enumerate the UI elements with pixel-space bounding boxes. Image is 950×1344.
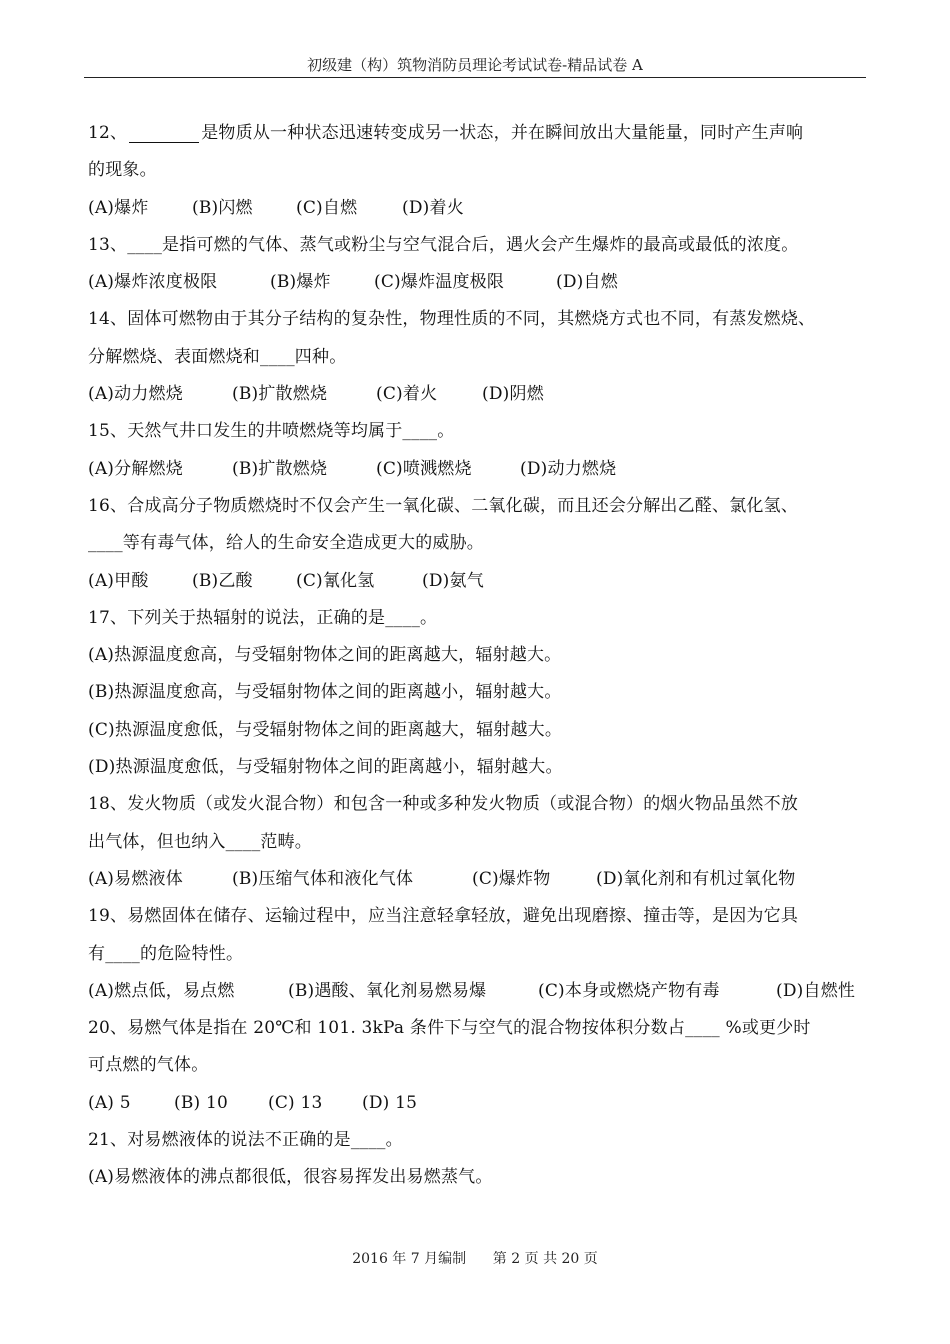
option-b: (B)爆炸 [270,272,331,293]
option-b: (B)压缩气体和液化气体 [232,868,414,889]
option-c: (C)爆炸物 [472,868,551,889]
option-d: (D)氨气 [422,570,484,591]
option-c: (C)自燃 [296,197,358,218]
option-b: (B)扩散燃烧 [232,384,328,405]
option-b: (B)乙酸 [192,570,253,591]
question-18: 18、发火物质（或发火混合物）和包含一种或多种发火物质（或混合物）的烟火物品虽然不放 [88,794,799,815]
answer-blank [129,124,199,143]
option-a: (A)易燃液体 [88,868,183,889]
option-c: (C)热源温度愈低，与受辐射物体之间的距离越大，辐射越大。 [88,719,563,740]
option-d: (D)着火 [402,197,464,218]
question-20-continued: 可点燃的气体。 [88,1055,209,1076]
option-a: (A)热源温度愈高，与受辐射物体之间的距离越大，辐射越大。 [88,645,562,666]
option-b: (B) 10 [174,1092,228,1113]
question-14: 14、固体可燃物由于其分子结构的复杂性，物理性质的不同，其燃烧方式也不同，有蒸发燃烧、 [88,309,816,330]
option-c: (C)本身或燃烧产物有毒 [538,980,720,1001]
option-a: (A)爆炸 [88,197,149,218]
option-d: (D)动力燃烧 [520,458,617,479]
option-b: (B)闪燃 [192,197,253,218]
question-12: 12、 是物质从一种状态迅速转变成另一状态，并在瞬间放出大量能量，同时产生声响 [88,123,804,143]
option-b: (B)扩散燃烧 [232,458,328,479]
option-a: (A)爆炸浓度极限 [88,272,218,293]
option-c: (C)爆炸温度极限 [374,272,505,293]
option-b: (B)遇酸、氧化剂易燃易爆 [288,980,487,1001]
question-14-options [88,376,868,413]
question-12-continued: 的现象。 [88,160,157,181]
question-16-options [88,563,868,600]
option-c: (C)氰化氢 [296,570,375,591]
question-13-options [88,264,868,301]
option-d: (D)自燃 [556,272,618,293]
option-c: (C)着火 [376,384,438,405]
question-list [88,115,868,1197]
header-divider [84,77,866,78]
question-17: 17、下列关于热辐射的说法，正确的是____。 [88,607,438,628]
option-c: (C)喷溅燃烧 [376,458,472,479]
option-d: (D)阴燃 [482,384,544,405]
question-20-options [88,1085,868,1122]
option-a: (A)燃点低，易点燃 [88,980,235,1001]
question-19: 19、易燃固体在储存、运输过程中，应当注意轻拿轻放，避免出现磨擦、撞击等，是因为它具 [88,906,799,927]
page-header-title: 初级建（构）筑物消防员理论考试试卷-精品试卷 A [307,56,643,74]
question-16: 16、合成高分子物质燃烧时不仅会产生一氧化碳、二氧化碳，而且还会分解出乙醛、氯化氢、 [88,495,799,516]
question-21: 21、对易燃液体的说法不正确的是____。 [88,1130,403,1151]
option-a: (A)动力燃烧 [88,384,183,405]
question-18-continued: 出气体，但也纳入____范畴。 [88,831,312,852]
option-d: (D) 15 [362,1092,418,1113]
option-d: (D)氧化剂和有机过氧化物 [596,868,796,889]
question-19-continued: 有____的危险特性。 [88,943,244,964]
question-16-continued: ____等有毒气体，给人的生命安全造成更大的威胁。 [88,533,484,554]
option-a: (A)分解燃烧 [88,458,183,479]
page-footer: 2016 年 7 月编制 第 2 页 共 20 页 [352,1251,598,1267]
option-a: (A)甲酸 [88,570,149,591]
question-19-options [88,973,868,1010]
option-b: (B)热源温度愈高，与受辐射物体之间的距离越小，辐射越大。 [88,682,562,703]
option-a: (A) 5 [88,1092,131,1113]
question-12-options [88,190,868,227]
question-13: 13、____是指可燃的气体、蒸气或粉尘与空气混合后，遇火会产生爆炸的最高或最低的浓度。 [88,234,799,255]
question-15-options [88,451,868,488]
option-a: (A)易燃液体的沸点都很低，很容易挥发出易燃蒸气。 [88,1167,493,1188]
question-14-continued: 分解燃烧、表面燃烧和____四种。 [88,346,347,367]
question-20: 20、易燃气体是指在 20℃和 101. 3kPa 条件下与空气的混合物按体积分数占____ %或更少时 [88,1018,811,1039]
option-c: (C) 13 [268,1092,323,1113]
option-d: (D)热源温度愈低，与受辐射物体之间的距离越小，辐射越大。 [88,757,563,778]
option-d: (D)自燃性 [776,980,856,1001]
question-18-options [88,861,868,898]
question-15: 15、天然气井口发生的井喷燃烧等均属于____。 [88,421,455,442]
